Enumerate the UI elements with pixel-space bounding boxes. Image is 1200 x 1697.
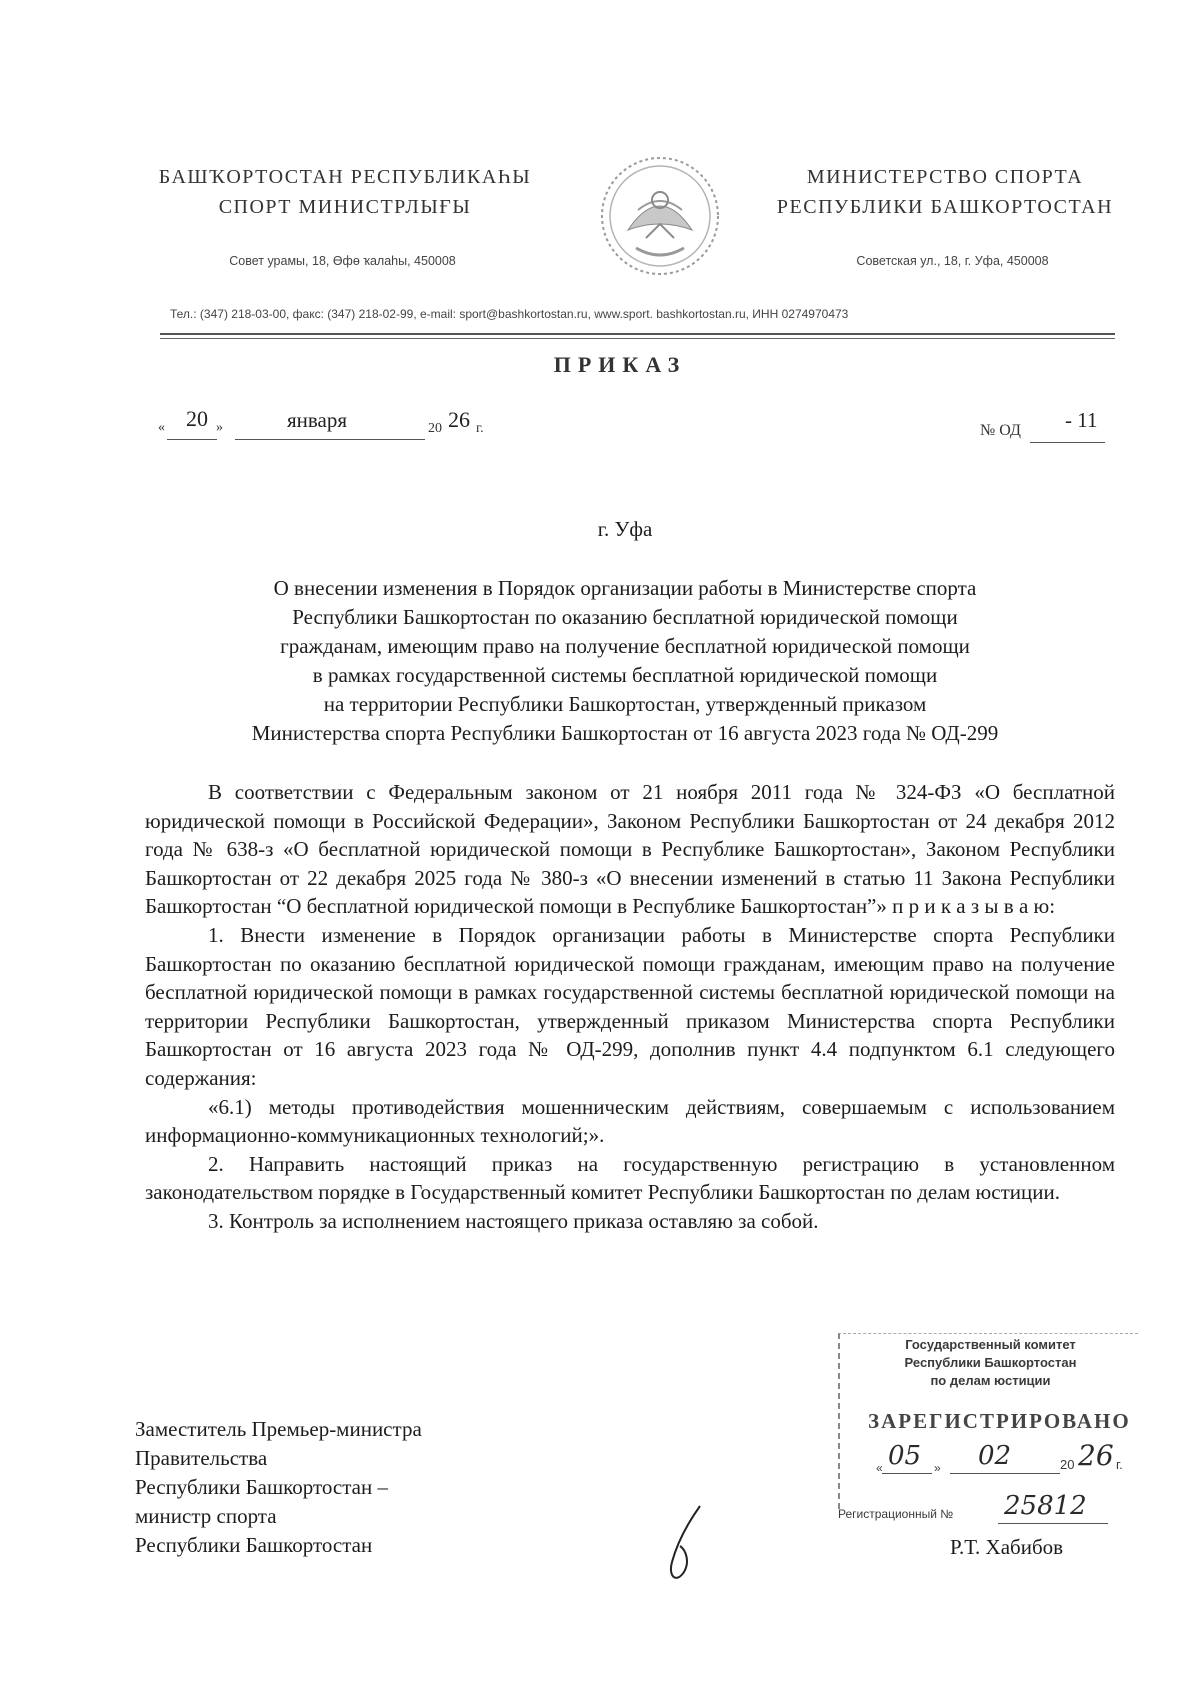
subject-line: Республики Башкортостан по оказанию бесплатной юридической помощи bbox=[292, 605, 958, 629]
date-month-underline bbox=[235, 439, 425, 440]
body-item-1-quote: «6.1) методы противодействия мошенническим действиям, совершаемым с использованием информационно-коммуникационных технологий;». bbox=[145, 1094, 1115, 1148]
date-year-prefix: 20 bbox=[428, 421, 442, 436]
order-subject bbox=[130, 574, 1120, 748]
body-preamble: В соответствии с Федеральным законом от 21 ноября 2011 года № 324-ФЗ «О бесплатной юридической помощи в Российской Федерации», Законом Республики Башкортостан от 24 декабря 2012 года № 638-з «О бесплатной юридической помощи в Республике Башкортостан», Законом Республики Башкортостан от 22 декабря 2025 года № 380-з «О внесении изменений в статью 11 Закона Республики Башкортостан “О бесплатной юридической помощи в Республике Башкортостан”» п р и к а з ы в а ю: bbox=[145, 780, 1115, 919]
order-city: г. Уфа bbox=[597, 517, 653, 541]
stamp-day-underline bbox=[882, 1473, 932, 1474]
subject-line: в рамках государственной системы бесплатной юридической помощи bbox=[312, 663, 938, 687]
stamp-reg-number: 25812 bbox=[1004, 1491, 1087, 1521]
date-quote-open: « bbox=[158, 420, 165, 435]
order-date bbox=[155, 402, 515, 442]
order-number-underline bbox=[1030, 442, 1105, 443]
subject-line: О внесении изменения в Порядок организации работы в Министерстве спорта bbox=[273, 576, 977, 600]
order-number-label: № ОД bbox=[980, 422, 1021, 439]
body-item-2: 2. Направить настоящий приказ на государственную регистрацию в установленном законодательством порядке в Государственный комитет Республики Башкортостан по делам юстиции. bbox=[145, 1151, 1115, 1205]
stamp-quote-open: « bbox=[876, 1461, 883, 1475]
stamp-line-3: по делам юстиции bbox=[930, 1373, 1051, 1388]
signature-position-line: Правительства bbox=[135, 1446, 268, 1470]
stamp-year-mark: г. bbox=[1116, 1457, 1123, 1472]
registration-stamp bbox=[838, 1333, 1138, 1533]
stamp-reg-label: Регистрационный № bbox=[838, 1507, 954, 1521]
header-left-title-line1: БАШҠОРТОСТАН РЕСПУБЛИКАҺЫ bbox=[158, 166, 532, 188]
body-item-1: 1. Внести изменение в Порядок организации работы в Министерстве спорта Республики Башкортостан по оказанию бесплатной юридической помощи гражданам, имеющим право на получение бесплатной юридической помощи в рамках государственной системы бесплатной юридической помощи на территории Республики Башкортостан, утвержденный приказом Министерства спорта Республики Башкортостан от 16 августа 2023 года № ОД-299, дополнив пункт 4.4 подпунктом 6.1 следующего содержания: bbox=[145, 922, 1115, 1090]
stamp-month-underline bbox=[950, 1473, 1060, 1474]
stamp-quote-close: » bbox=[934, 1461, 941, 1475]
header-divider bbox=[160, 333, 1115, 335]
order-body bbox=[145, 778, 1115, 1236]
subject-line: гражданам, имеющим право на получение бесплатной юридической помощи bbox=[280, 634, 970, 658]
header-right-title-line2: РЕСПУБЛИКИ БАШКОРТОСТАН bbox=[776, 196, 1114, 218]
date-month: января bbox=[287, 408, 348, 432]
order-number bbox=[980, 408, 1130, 448]
stamp-day: 05 bbox=[888, 1441, 922, 1471]
signature-position bbox=[135, 1415, 535, 1560]
subject-line: Министерства спорта Республики Башкортостан от 16 августа 2023 года № ОД-299 bbox=[251, 721, 999, 745]
header-right-address: Советская ул., 18, г. Уфа, 450008 bbox=[856, 254, 1049, 268]
signature-name: Р.Т. Хабибов bbox=[950, 1535, 1064, 1559]
signature-position-line: Республики Башкортостан bbox=[135, 1533, 373, 1557]
header-left-title bbox=[140, 162, 550, 222]
order-title: ПРИКАЗ bbox=[553, 352, 687, 377]
stamp-month: 02 bbox=[978, 1441, 1012, 1471]
header-left-title-line2: СПОРТ МИНИСТРЛЫҒЫ bbox=[218, 196, 472, 218]
header-divider-thin bbox=[160, 338, 1115, 339]
signature-position-line: министр спорта bbox=[135, 1504, 277, 1528]
stamp-line-2: Республики Башкортостан bbox=[904, 1355, 1077, 1370]
subject-line: на территории Республики Башкортостан, утвержденный приказом bbox=[323, 692, 927, 716]
handwritten-signature bbox=[660, 1500, 720, 1590]
signature-position-line: Республики Башкортостан – bbox=[135, 1475, 388, 1499]
coat-of-arms-emblem bbox=[598, 152, 722, 280]
stamp-year-suffix: 26 bbox=[1078, 1439, 1114, 1472]
date-day: 20 bbox=[186, 406, 208, 431]
stamp-reg-underline bbox=[998, 1523, 1108, 1524]
header-left-address: Совет урамы, 18, Өфө ҡалаһы, 450008 bbox=[229, 254, 456, 268]
signature-position-line: Заместитель Премьер-министра bbox=[135, 1417, 422, 1441]
order-number-value: - 11 bbox=[1065, 408, 1098, 432]
stamp-year-prefix: 20 bbox=[1060, 1457, 1075, 1472]
date-day-underline bbox=[167, 439, 217, 440]
date-quote-close: » bbox=[216, 420, 223, 435]
date-year-mark: г. bbox=[476, 421, 484, 436]
header-right-title-line1: МИНИСТЕРСТВО СПОРТА bbox=[806, 166, 1084, 188]
date-year-suffix: 26 bbox=[448, 407, 470, 432]
stamp-registered: ЗАРЕГИСТРИРОВАНО bbox=[868, 1409, 1131, 1433]
header-right-title bbox=[765, 162, 1125, 222]
header-contacts: Тел.: (347) 218-03-00, факс: (347) 218-02-99, e-mail: sport@bashkortostan.ru, www.sport. bashkortostan.ru, ИНН 0274970473 bbox=[170, 307, 849, 321]
stamp-line-1: Государственный комитет bbox=[905, 1337, 1076, 1352]
body-item-3: 3. Контроль за исполнением настоящего приказа оставляю за собой. bbox=[208, 1208, 819, 1233]
